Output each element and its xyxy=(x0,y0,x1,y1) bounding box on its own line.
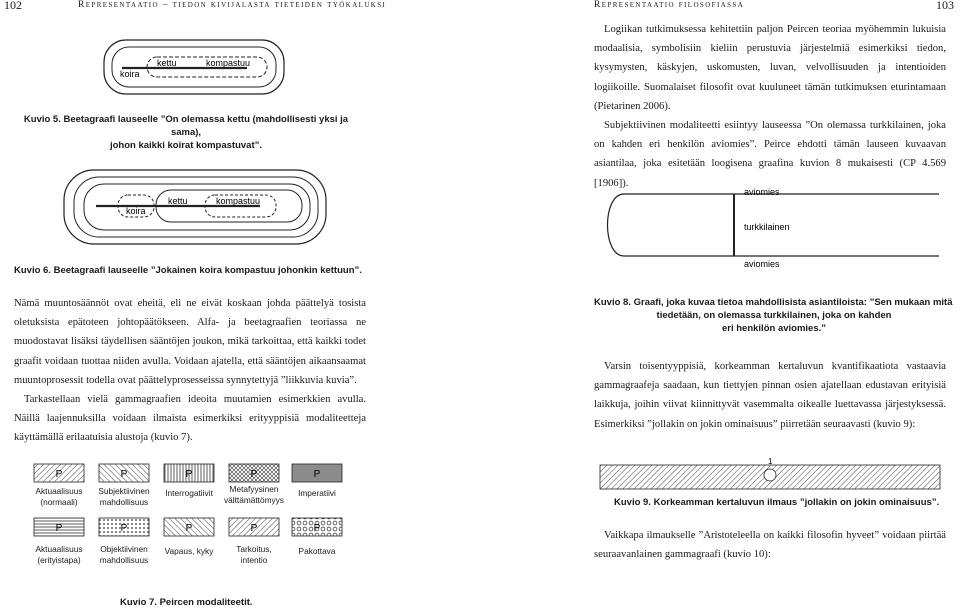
figure-5-caption xyxy=(8,113,364,152)
svg-text:P: P xyxy=(250,469,258,480)
figure-6-caption: Kuvio 6. Beetagraafi lauseelle ”Jokainen koira kompastuu johonkin kettuun”. xyxy=(14,265,362,276)
figure-5-label-kompastuu: kompastuu xyxy=(206,58,251,68)
figure-9-diagram xyxy=(594,455,946,498)
modality-label-9: Tarkoitus, intentio xyxy=(236,544,272,565)
svg-text:P: P xyxy=(185,523,193,534)
figure-7-modalities-grid xyxy=(14,454,364,584)
svg-text:P: P xyxy=(185,469,193,480)
modality-cell-imperatiivi xyxy=(292,464,342,482)
figure-5-caption-line-1: Kuvio 5. Beetagraafi lauseelle ”On olemassa kettu (mahdollisesti yksi ja sama), xyxy=(23,114,349,138)
figure-8-label-middle: turkkilainen xyxy=(744,222,790,232)
figure-9-label: 1 xyxy=(768,457,773,466)
figure-8-caption-line-3: eri henkilön aviomies.” xyxy=(721,323,826,334)
modality-cell-interrogatiivit xyxy=(164,464,214,482)
modality-cell-objektiivinen-mahdollisuus xyxy=(99,518,149,536)
right-paragraph-2: Subjektiivinen modaliteetti esiintyy lauseessa ”On olemassa turkkilainen, joka on kahden eri henkilön aviomies”. Peirce ehdotti tämän lauseen kuvaavan asiantilaa, joka esitetään loogisena graafina kuvion 8 mukaisesti (CP 4.569 [1906]). xyxy=(594,120,946,189)
right-paragraph-1: Logiikan tutkimuksessa kehitettiin paljon Peircen teoriaa myöhemmin lukuisia modaalisia, symbolisiin kieliin perustuvia järjestelmiä esimerkiksi tiedon, kysymysten, käskyjen, uskomusten, luvan, velvollisuuden ja intentioiden logiikoille. Suomalaiset filosofit ovat kuuluneet tämän tutkimuksen eturintamaan (Pietarinen 2006). xyxy=(594,24,946,112)
left-page-number: 102 xyxy=(4,0,22,12)
svg-text:P: P xyxy=(313,469,321,480)
right-paragraph-3: Varsin toisentyyppisiä, korkeamman kertaluvun kvantifikaatiota vastaavia gammagraafeja saadaan, kun tiettyjen pinnan osien ajatellaan edustavan erityisiä laikkuja, joihin viivat kiinnittyvät vasemmalta oikealle luettavassa järjestyksessä. Esimerkiksi ”jollakin on jokin ominaisuus” piirretään seuraavasti (kuvio 9): xyxy=(594,361,946,430)
figure-8-caption-line-2: tiedetään, on olemassa turkkilainen, joka on kahden xyxy=(656,310,892,321)
figure-7-caption: Kuvio 7. Peircen modaliteetit. xyxy=(120,597,253,608)
figure-9-spot xyxy=(764,469,776,481)
figure-8-label-top: aviomies xyxy=(744,187,780,197)
svg-text:P: P xyxy=(313,523,321,534)
figure-8-diagram xyxy=(594,180,946,277)
modality-label-4: Metafyysinen välttämättömyys xyxy=(224,484,284,505)
left-running-head: Representaatio – tiedon kivijalasta tieteiden työkaluksi xyxy=(78,0,387,10)
svg-text:P: P xyxy=(250,523,258,534)
svg-text:P: P xyxy=(55,469,63,480)
right-top-text xyxy=(594,20,946,193)
figure-8-caption-line-1: Kuvio 8. Graafi, joka kuvaa tietoa mahdollisista asiantiloista: ”Sen mukaan mitä xyxy=(594,297,953,308)
modality-label-7: Objektiivinen mahdollisuus xyxy=(99,544,149,565)
modality-cell-vapaus-kyky xyxy=(164,518,214,536)
modality-label-2: Subjektiivinen mahdollisuus xyxy=(98,486,150,507)
modality-cell-aktuaalisuus-erityistapa xyxy=(34,518,84,536)
left-paragraph-2: Tarkastellaan vielä gammagraafien ideoita muutamien esimerkkien avulla. Näillä laajennuksilla voidaan ilmaista esimerkiksi erityyppisiä modaliteetteja käyttämällä erilaatuisia alustoja (kuvio 7). xyxy=(14,394,366,444)
modality-label-3: Interrogatiivit xyxy=(165,488,213,498)
left-paragraph-1: Nämä muuntosäännöt ovat eheitä, eli ne eivät koskaan johda päättelyä tosista oletuksista epätoteen johtopäätökseen. Alfa- ja beetagraafien teoriassa ne muodostavat lisäksi täydellisen sääntöjen joukon, mikä tarkoittaa, että kaikki todet graafit voidaan tuottaa niiden avulla. Voidaan ajatella, että sääntöjen aikaansaamat muuntoprosessit todella ovat päättelyprosesseissa synnytettyjä ”liikkuvia kuvia”. xyxy=(14,298,366,386)
right-bottom-text xyxy=(594,526,946,564)
figure-8-left-arc xyxy=(608,194,625,256)
figure-5-label-koira: koira xyxy=(120,69,140,79)
figure-8-caption xyxy=(594,296,954,335)
figure-6-label-koira: koira xyxy=(126,206,146,216)
modality-cell-metafyysinen-valttamattomyys xyxy=(229,464,279,482)
figure-6-label-kettu: kettu xyxy=(168,196,188,206)
modality-cell-subjektiivinen-mahdollisuus xyxy=(99,464,149,482)
modality-label-6: Aktuaalisuus (erityistapa) xyxy=(35,544,83,565)
modality-label-8: Vapaus, kyky xyxy=(164,546,214,556)
modality-label-10: Pakottava xyxy=(298,546,336,556)
figure-5-diagram xyxy=(100,30,290,105)
svg-text:P: P xyxy=(120,469,128,480)
right-paragraph-4: Vaikkapa ilmaukselle ”Aristoteleella on kaikki filosofin hyveet” voidaan piirtää seuraavanlainen gammagraafi (kuvio 10): xyxy=(594,530,946,561)
figure-6-diagram xyxy=(60,166,330,253)
figure-8-label-bottom: aviomies xyxy=(744,259,780,269)
figure-9-caption: Kuvio 9. Korkeamman kertaluvun ilmaus ”jollakin on jokin ominaisuus”. xyxy=(614,497,940,508)
svg-text:P: P xyxy=(55,523,63,534)
modality-label-5: Imperatiivi xyxy=(298,488,336,498)
left-body-text xyxy=(14,294,366,448)
figure-6-label-kompastuu: kompastuu xyxy=(216,196,261,206)
modality-cell-aktuaalisuus-normaali xyxy=(34,464,84,482)
right-middle-text xyxy=(594,357,946,434)
figure-5-label-kettu: kettu xyxy=(157,58,177,68)
right-page-number: 103 xyxy=(936,0,954,12)
figure-5-caption-line-2: johon kaikki koirat kompastuvat”. xyxy=(109,140,263,151)
svg-text:P: P xyxy=(120,523,128,534)
modality-cell-tarkoitus-intentio xyxy=(229,518,279,536)
right-running-head: Representaatio filosofiassa xyxy=(594,0,745,10)
modality-label-1: Aktuaalisuus (normaali) xyxy=(35,486,83,507)
modality-cell-pakottava xyxy=(292,518,342,536)
